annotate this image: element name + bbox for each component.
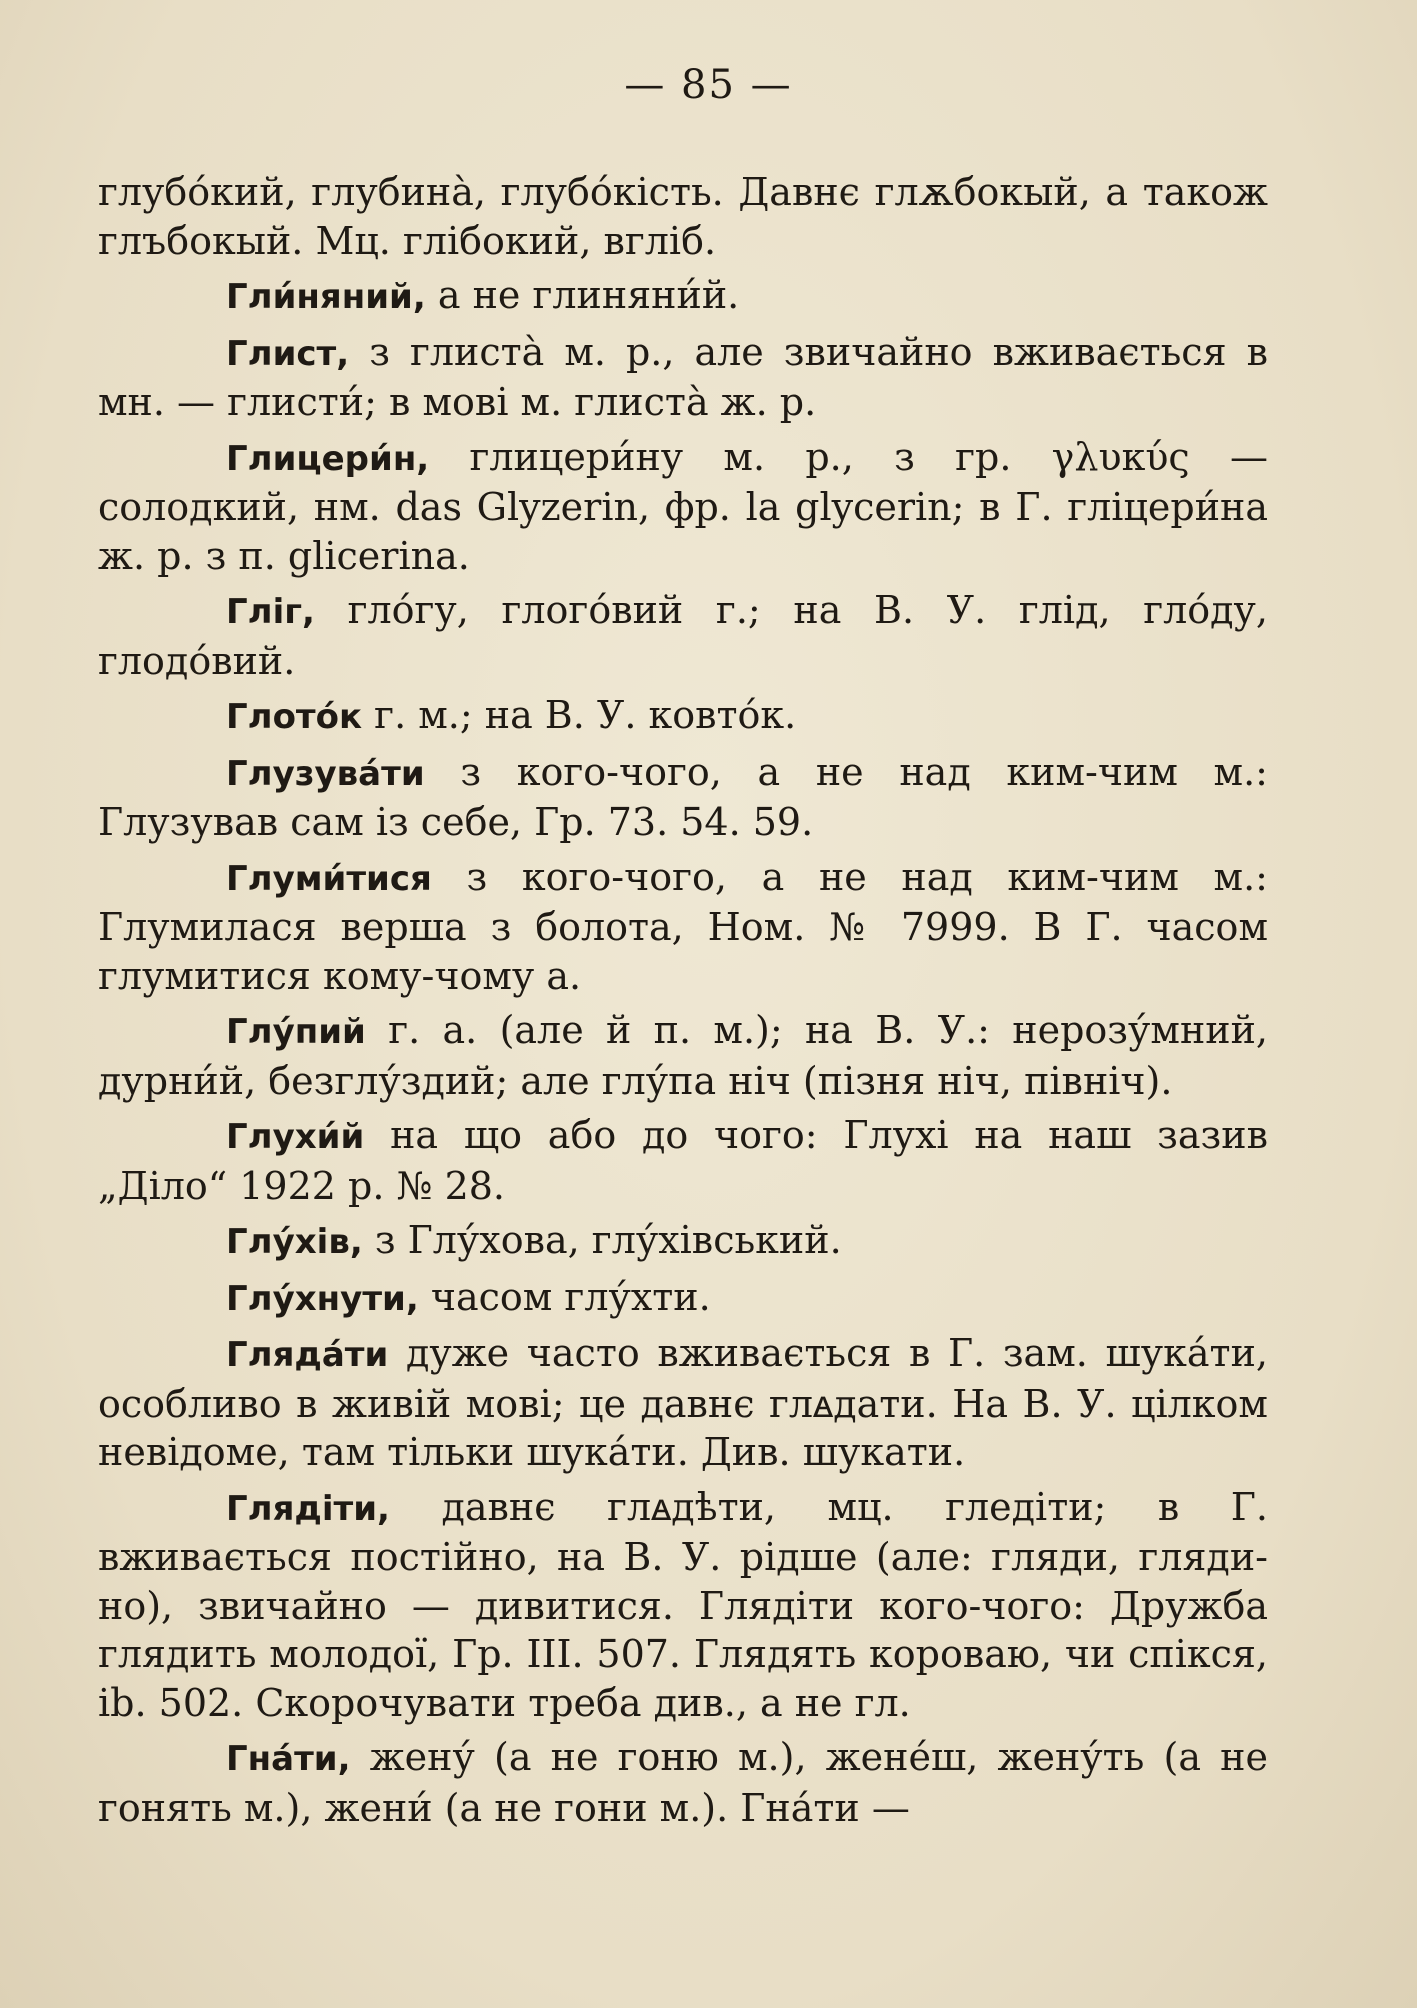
dictionary-text [98,168,1268,1838]
entry-text: часом глу́хти. [418,1274,711,1319]
entry-headword: Глу́пий [226,1012,366,1052]
entry-headword: Гліг, [226,592,315,632]
dictionary-entry [98,1733,1268,1832]
dictionary-entry [98,271,1268,322]
dictionary-entry [98,1483,1268,1728]
entry-text: а не глиняни́й. [425,273,740,317]
dictionary-entry [98,1111,1268,1210]
dictionary-entry [98,168,1268,265]
page-number: — 85 — [624,62,793,108]
dictionary-entry [98,748,1268,847]
entry-headword: Глото́к [226,697,363,737]
entry-text: глицери́ну м. р., з гр. γλυκύς — солодкий, нм. das Glyzerin, фр. la glycerin; в Г. гліцери́на ж. р. з п. glicerina. [98,434,1268,578]
dictionary-entry [98,586,1268,685]
dictionary-entry [98,1329,1268,1477]
entry-headword: Глу́хнути, [226,1278,419,1319]
dictionary-entry [98,433,1268,581]
entry-headword: Гляда́ти [226,1335,389,1375]
entry-text: дуже часто вживається в Г. зам. шука́ти, особливо в живій мові; це давнє глꙙдати. На В. У. цілком невідоме, там тільки шука́ти. Див. шукати. [98,1331,1268,1474]
entry-text: з кого-чого, а не над ким-чим м.: Глузував сам із себе, Гр. 73. 54. 59. [98,749,1268,844]
entry-text: жену́ (а не гоню м.), жене́ш, жену́ть (а не гонять м.), жени́ (а не гони м.). Гна́ти — [98,1735,1268,1830]
entry-text: г. м.; на В. У. ковто́к. [362,693,797,737]
entry-headword: Глядіти, [226,1488,390,1529]
dictionary-entry [98,691,1268,742]
entry-headword: Гли́няний, [226,277,426,317]
entry-headword: Глицери́н, [226,438,430,479]
entry-text: г. а. (але й п. м.); на В. У.: нерозу́мний, дурни́й, безглу́здий; але глу́па ніч (пізня ніч, північ). [98,1008,1268,1103]
entry-headword: Глуми́тися [226,858,432,899]
entry-headword: Глу́хів, [226,1222,363,1262]
entry-headword: Гна́ти, [226,1739,351,1779]
dictionary-entry [98,1006,1268,1105]
dictionary-entry [98,328,1268,427]
entry-text: глубо́кий, глубина̀, глубо́кість. Давнє глѫбокый, а також глъбокый. Мц. глібокий, вгліб. [98,170,1268,263]
dictionary-entry [98,1273,1268,1324]
dictionary-entry [98,853,1268,1001]
entry-text: гло́гу, глого́вий г.; на В. У. глід, гло́ду, глодо́вий. [98,588,1268,683]
entry-headword: Глухи́й [226,1117,365,1157]
entry-headword: Глузува́ти [226,753,425,794]
entry-text: давнє глꙙдѣти, мц. гледіти; в Г. вживається постійно, на В. У. рідше (але: гляди, гляди-но), звичайно — дивитися. Глядіти кого-чого: Дружба глядить молодої, Гр. III. 507. Глядять короваю, чи спікся, ib. 502. Скорочувати треба див., а не гл. [98,1484,1268,1725]
entry-text: з Глу́хова, глу́хівський. [362,1218,842,1262]
dictionary-entry [98,1216,1268,1267]
entry-text: з глиста̀ м. р., але звичайно вживається в мн. — глисти́; в мові м. глиста̀ ж. р. [98,329,1268,424]
entry-text: з кого-чого, а не над ким-чим м.: Глумилася верша з болота, Ном. № 7999. В Г. часом глумитися кому-чому а. [98,854,1268,998]
entry-headword: Глист, [226,333,350,374]
entry-text: на що або до чого: Глухі на наш зазив „Діло“ 1922 р. № 28. [98,1113,1268,1208]
